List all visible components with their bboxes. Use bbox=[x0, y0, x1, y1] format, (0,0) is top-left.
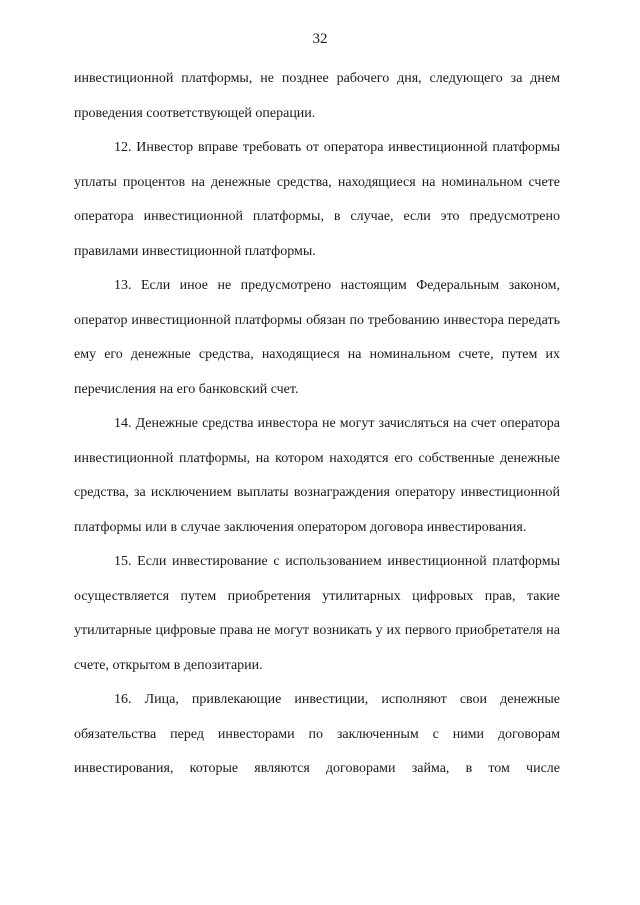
paragraph-12: 12. Инвестор вправе требовать от оператора инвестиционной платформы уплаты процентов на денежные средства, находящиеся на номинальном счете оператора инвестиционной платформы, в случае, если это предусмотрено правилами инвестиционной платформы. bbox=[74, 140, 560, 259]
paragraph-15: 15. Если инвестирование с использованием инвестиционной платформы осуществляется путем приобретения утилитарных цифровых прав, такие утилитарные цифровые права не могут возникать у их первого приобретателя на счете, открытом в депозитарии. bbox=[74, 554, 560, 673]
paragraph-16: 16. Лица, привлекающие инвестиции, исполняют свои денежные обязательства перед инвесторами по заключенным с ними договорам инвестирования, которые являются договорами займа, в том числе bbox=[74, 692, 560, 776]
paragraph-13: 13. Если иное не предусмотрено настоящим Федеральным законом, оператор инвестиционной платформы обязан по требованию инвестора передать ему его денежные средства, находящиеся на номинальном счете, путем их перечисления на его банковский счет. bbox=[74, 278, 560, 397]
document-body bbox=[74, 62, 560, 787]
paragraph-continuation: инвестиционной платформы, не позднее рабочего дня, следующего за днем проведения соответствующей операции. bbox=[74, 71, 560, 121]
page-number: 32 bbox=[312, 31, 328, 47]
paragraph-14: 14. Денежные средства инвестора не могут зачисляться на счет оператора инвестиционной платформы, на котором находятся его собственные денежные средства, за исключением выплаты вознаграждения оператору инвестиционной платформы или в случае заключения оператором договора инвестирования. bbox=[74, 416, 560, 535]
